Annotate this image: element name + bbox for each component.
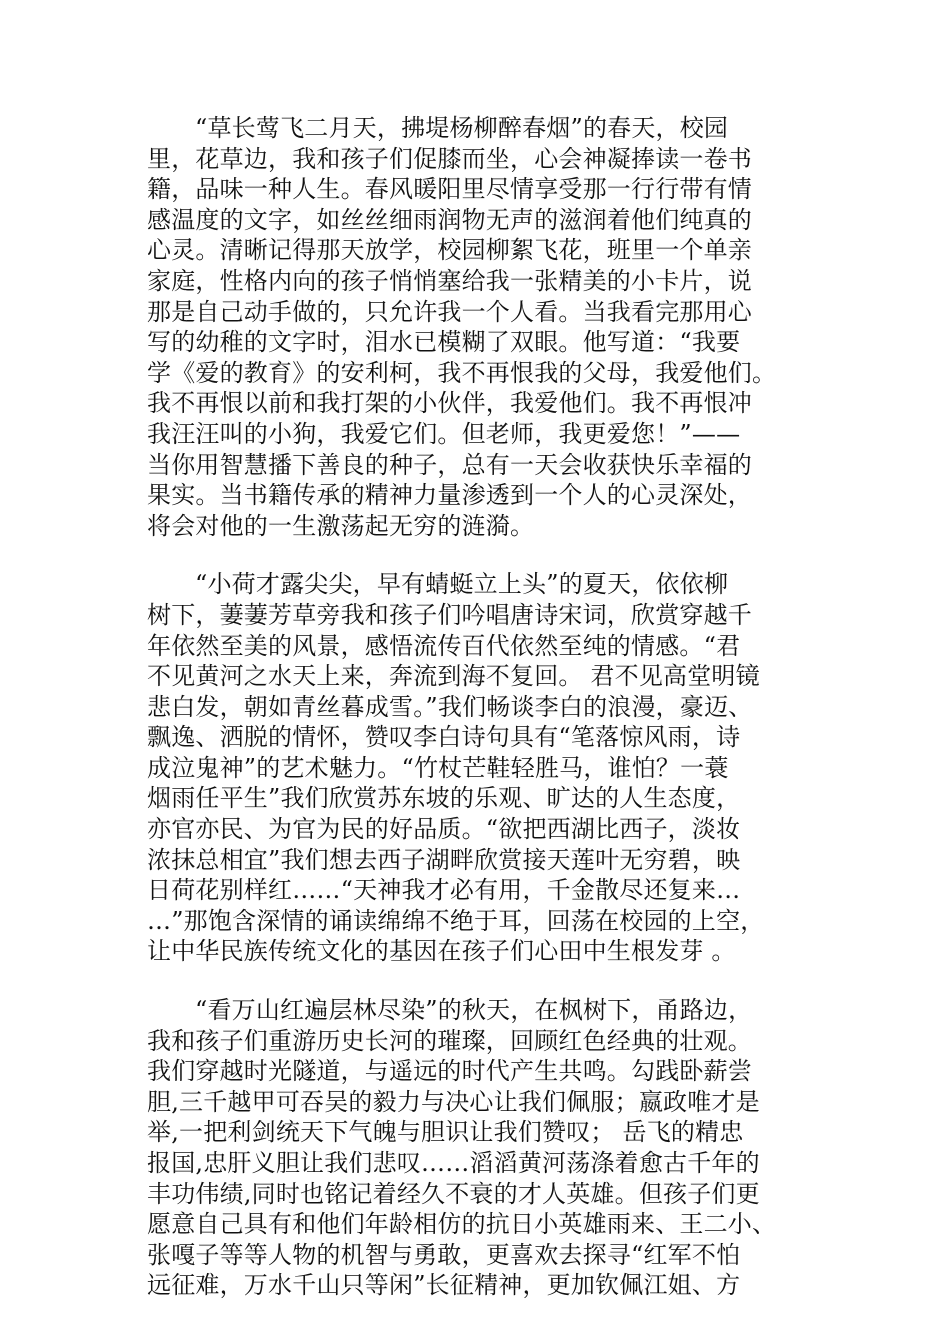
text-line: “看万山红遍层林尽染”的秋天，在枫树下，甬路边， [195,996,753,1025]
text-line: 我不再恨以前和我打架的小伙伴，我爱他们。我不再恨冲 [147,389,752,418]
text-line: 里，花草边，我和孩子们促膝而坐，心会神凝捧读一卷书 [147,144,752,173]
text-line: …”那饱含深情的诵读绵绵不绝于耳，回荡在校园的上空， [147,906,765,935]
text-line: 写的幼稚的文字时，泪水已模糊了双眼。他写道：“我要 [147,328,741,357]
paragraph-summer [147,569,807,967]
text-line: 张嘎子等等人物的机智与勇敢，更喜欢去探寻“红军不怕 [147,1240,741,1269]
text-line: 籍，品味一种人生。春风暖阳里尽情享受那一行行带有情 [147,175,752,204]
text-line: 胆,三千越甲可吞吴的毅力与决心让我们佩服；嬴政唯才是 [147,1087,760,1116]
text-line: 报国,忠肝义胆让我们悲叹……滔滔黄河荡涤着愈古千年的 [147,1149,760,1177]
text-line: 让中华民族传统文化的基因在孩子们心田中生根发芽 。 [147,937,736,966]
text-line: 果实。当书籍传承的精神力量渗透到一个人的心灵深处， [147,481,752,510]
text-line: 当你用智慧播下善良的种子，总有一天会收获快乐幸福的 [147,450,752,479]
text-line: 悲白发，朝如青丝暮成雪。”我们畅谈李白的浪漫，豪迈、 [147,692,753,721]
text-line: 我们穿越时光隧道，与遥远的时代产生共鸣。勾践卧薪尝 [147,1057,752,1086]
text-line: 心灵。清晰记得那天放学，校园柳絮飞花，班里一个单亲 [147,236,752,265]
document-page [147,113,807,1301]
text-line: 成泣鬼神”的艺术魅力。“竹杖芒鞋轻胜马，谁怕？一蓑 [147,753,729,782]
text-line: 学《爱的教育》的安利柯，我不再恨我的父母，我爱他们。 [147,358,777,387]
text-line: 飘逸、洒脱的情怀，赞叹李白诗句具有“笔落惊风雨，诗 [147,723,741,752]
text-line: 年依然至美的风景，感悟流传百代依然至纯的情感。“君 [147,631,741,660]
text-line: 将会对他的一生激荡起无穷的涟漪。 [147,511,535,540]
text-line: 丰功伟绩,同时也铭记着经久不衰的才人英雄。但孩子们更 [147,1179,760,1208]
text-line: 浓抹总相宜”我们想去西子湖畔欣赏接天莲叶无穷碧，映 [147,845,741,874]
text-line: 亦官亦民、为官为民的好品质。“欲把西湖比西子，淡妆 [147,815,741,844]
paragraph-autumn [147,995,807,1301]
text-line: 烟雨任平生”我们欣赏苏东坡的乐观、旷达的人生态度， [147,784,741,813]
text-line: “草长莺飞二月天，拂堤杨柳醉春烟”的春天，校园 [195,114,729,142]
text-line: 感温度的文字，如丝丝细雨润物无声的滋润着他们纯真的 [147,205,752,234]
text-line: 那是自己动手做的，只允许我一个人看。当我看完那用心 [147,297,752,326]
text-line: 日荷花别样红……“天神我才必有用，千金散尽还复来… [147,876,741,905]
text-line: 愿意自己具有和他们年龄相仿的抗日小英雄雨来、王二小、 [147,1210,777,1239]
text-line: 不见黄河之水天上来，奔流到海不复回。 君不见高堂明镜 [147,662,760,691]
text-line: 家庭，性格内向的孩子悄悄塞给我一张精美的小卡片，说 [147,266,752,295]
text-line: 树下，萋萋芳草旁我和孩子们吟唱唐诗宋词，欣赏穿越千 [147,600,752,629]
text-line: 举,一把利剑统天下气魄与胆识让我们赞叹； 岳飞的精忠 [147,1118,744,1147]
text-line: “小荷才露尖尖，早有蜻蜓立上头”的夏天，依依柳 [195,570,729,599]
text-line: 我汪汪叫的小狗，我爱它们。但老师，我更爱您！”—— [147,419,741,448]
text-line: 远征难，万水千山只等闲”长征精神，更加钦佩江姐、方 [147,1271,741,1300]
text-line: 我和孩子们重游历史长河的璀璨，回顾红色经典的壮观。 [147,1026,752,1055]
paragraph-spring [147,113,807,541]
